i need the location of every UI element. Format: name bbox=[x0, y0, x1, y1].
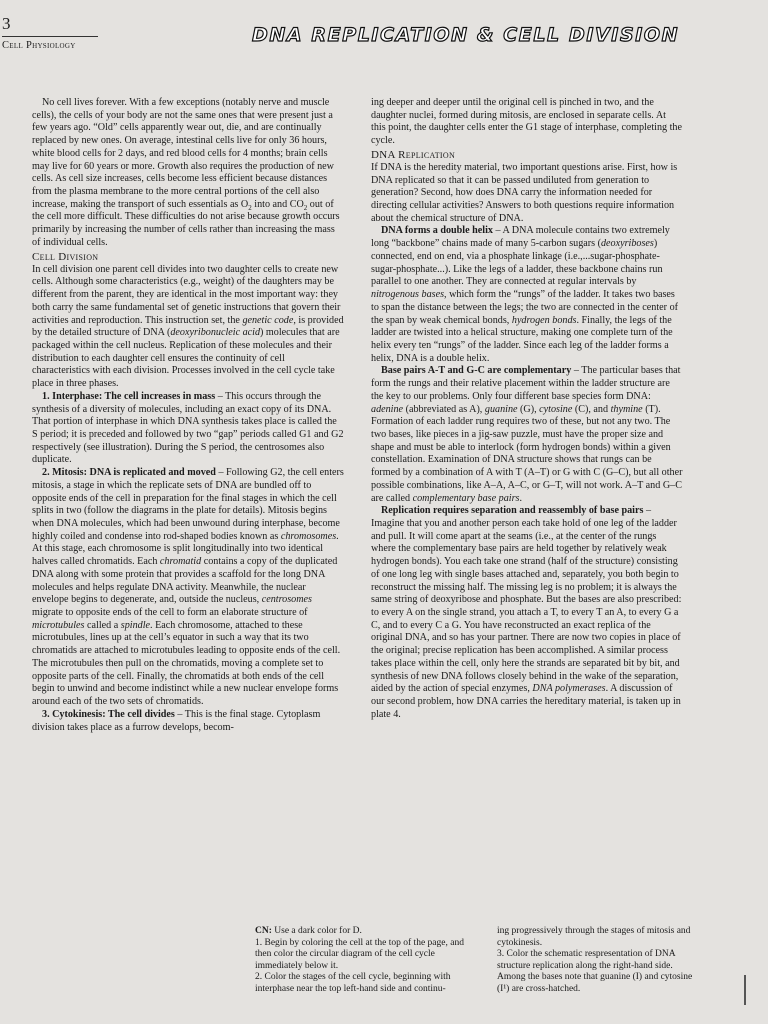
page-title: DNA REPLICATION & CELL DIVISION bbox=[252, 24, 680, 46]
dna-replication-heading: DNA Replication bbox=[371, 148, 456, 161]
coloring-note-3: 3. Color the schematic respresentation of DNA structure replication along the right-hand side. Among the bases note that guanine (I) and cytosine (I¹) are cross-hatched. bbox=[497, 949, 693, 994]
coloring-notes-left bbox=[255, 926, 480, 996]
interphase-paragraph: 1. Interphase: The cell increases in mass – This occurs through the synthesis of a diversity of molecules, including an exact copy of its DNA. That portion of interphase in which DNA synthesis takes place is called the S period; it is preceded and followed by two “gap” periods called G1 and G2 respectively (see illustration). During the S period, the centrosomes also duplicate. bbox=[32, 390, 344, 466]
double-helix-paragraph: DNA forms a double helix – A DNA molecule contains two extremely long “backbone” chains made of many 5-carbon sugars (deoxyriboses) connected, end on end, via a phosphate linkage (i.e.,...sugar-phosphate-sugar-phosphate...). Like the legs of a ladder, these backbone chains run parallel to one another. They are connected at regular intervals by nitrogenous bases, which form the “rungs” of the ladder. It takes two bases to span the distance between the legs; the two are connected in the center of the span by weak chemical bonds, hydrogen bonds. Finally, the legs of the ladder are twisted into a helical structure, making one complete turn of the helix every ten “rungs” of the ladder. Since each leg of the ladder forms a helix, DNA is a double helix. bbox=[371, 225, 679, 364]
right-column bbox=[371, 97, 683, 722]
coloring-note-1: 1. Begin by coloring the cell at the top of the page, and then color the circular diagram of the cell cycle immediately below it. bbox=[255, 937, 464, 971]
cn-line: CN: Use a dark color for D. bbox=[255, 926, 362, 936]
cell-division-heading: Cell Division bbox=[32, 250, 99, 263]
coloring-note-2: 2. Color the stages of the cell cycle, beginning with interphase near the top left-hand side and continu- bbox=[255, 972, 451, 994]
replication-paragraph: Replication requires separation and reassembly of base pairs – Imagine that you and another person each take hold of one leg of the ladder and pull. It will come apart at the seams (i.e., at the center of the rungs where the complementary base pairs are held together by relatively weak hydrogen bonds). You each take one strand (half of the structure) consisting of one long leg with single bases attached and, separately, you both begin to reconstruct the missing half. The missing leg is no problem; it is always the same string of deoxyribose and phosphate. But the bases are also prescribed: to every A on the single strand, you attach a T, to every T an A, to every G a C, and to every C a G. You have reconstructed an exact replica of the original DNA, and so has your partner. There are now two copies in place of the original; precise replication has been accomplished. A similar process takes place within the cell, only here the strands are separated bit by bit, and synthesis of new DNA follows closely behind in the wake of the separation, aided by the action of special enzymes, DNA polymerases. A discussion of our second problem, how DNA carries the hereditary material, is taken up in plate 4. bbox=[371, 505, 682, 720]
dna-replication-paragraph: If DNA is the heredity material, two important questions arise. First, how is DNA replicated so that it can be passed undiluted from generation to generation? Second, how does DNA carry the information needed for directing cellular activities? Answers to both questions require information about the chemical structure of DNA. bbox=[371, 161, 678, 224]
cell-division-paragraph: In cell division one parent cell divides into two daughter cells to create new cells. Although some characteristics (e.g., weight) of the daughters may be different from the parent, they are identical in the most important way: they both carry the same fundamental set of genetic instructions that govern their activities and reproduction. This instruction set, the genetic code, is provided by the detailed structure of DNA (deoxyribonucleic acid) molecules that are packaged within the cell nucleus. Replication of these molecules and their distribution to each daughter cell ensures the continuity of cell characteristics with each division. Processes involved in the cell cycle take place in three phases. bbox=[32, 263, 344, 390]
intro-paragraph: No cell lives forever. With a few exceptions (notably nerve and muscle cells), the cells of your body are not the same ones that were present just a few years ago. “Old” cells apparently wear out, die, and are continually replaced by new ones. On average, intestinal cells live for only 36 hours, white blood cells for 2 days, and red blood cells for 4 months; brain cells may live for 60 years or more. Growth also requires the production of new cells. As cell size increases, cells become less efficient because distances from the plasma membrane to the more central portions of the cell also increase, making the transport of such essentials as $O_2$ into and $CO_2$ out of the cell more difficult. These difficulties do not arise because growth occurs primarily by increasing the number of cells rather than increasing the mass of individual cells. bbox=[32, 97, 340, 248]
page-number: 3 bbox=[2, 14, 11, 33]
continued-paragraph: ing deeper and deeper until the original cell is pinched in two, and the daughter nuclei, formed during mitosis, are enclosed in separate cells. At this point, the daughter cells enter the G1 stage of interphase, completing the cycle. bbox=[371, 97, 682, 147]
coloring-note-2-continued: ing progressively through the stages of mitosis and cytokinesis. bbox=[497, 926, 691, 948]
mitosis-paragraph: 2. Mitosis: DNA is replicated and moved – Following G2, the cell enters mitosis, a stage in which the replicate sets of DNA are bundled off to opposite ends of the cell in preparation for the final stages in which the cell splits in two (follow the diagrams in the plate for details). Mitosis begins when DNA molecules, which had been unwound during interphase, become highly coiled and condense into rod-shaped bodies known as chromosomes. At this stage, each chromosome is split longitudinally into two identical halves called chromatids. Each chromatid contains a copy of the duplicated DNA along with some protein that provides a scaffold for the long DNA molecules and helps regulate DNA activity. Meanwhile, the nuclear envelope begins to degenerate, and, outside the nucleus, centrosomes migrate to opposite ends of the cell to form an elaborate structure of microtubules called a spindle. Each chromosome, attached to these microtubules, lines up at the cell’s equator in such a way that its two chromatids are attached to microtubules leading to opposite ends of the cell. The microtubules then pull on the chromatids, moving a complete set to opposite parts of the cell. Finally, the chromatids at both ends of the cell begin to unwind and become indistinct while a new nuclear envelope forms around each of the two sets of chromatids. bbox=[32, 467, 344, 708]
margin-mark bbox=[744, 975, 746, 1005]
left-column bbox=[32, 97, 344, 734]
section-label: Cell Physiology bbox=[2, 40, 76, 51]
title-rule bbox=[2, 36, 98, 37]
cytokinesis-paragraph: 3. Cytokinesis: The cell divides – This is the final stage. Cytoplasm division takes place as a furrow develops, becom- bbox=[32, 708, 321, 733]
coloring-notes-right bbox=[497, 926, 697, 996]
base-pairs-paragraph: Base pairs A-T and G-C are complementary – The particular bases that form the rungs and their relative placement within the ladder structure are the key to our problems. Only four different base species form DNA: adenine (abbreviated as A), guanine (G), cytosine (C), and thymine (T). Formation of each ladder rung requires two of these, but not any two. The two bases, like pieces in a jig-saw puzzle, must have the proper size and shape and must be able to interlock (form hydrogen bonds) within a given constellation. Examination of DNA structure shows that rungs can be formed by a combination of A with T (A–T) or G with C (G–C), but all other possible combinations, like A–A, A–C, or G–T, will not work. A–T and G–C are called complementary base pairs. bbox=[371, 365, 683, 504]
